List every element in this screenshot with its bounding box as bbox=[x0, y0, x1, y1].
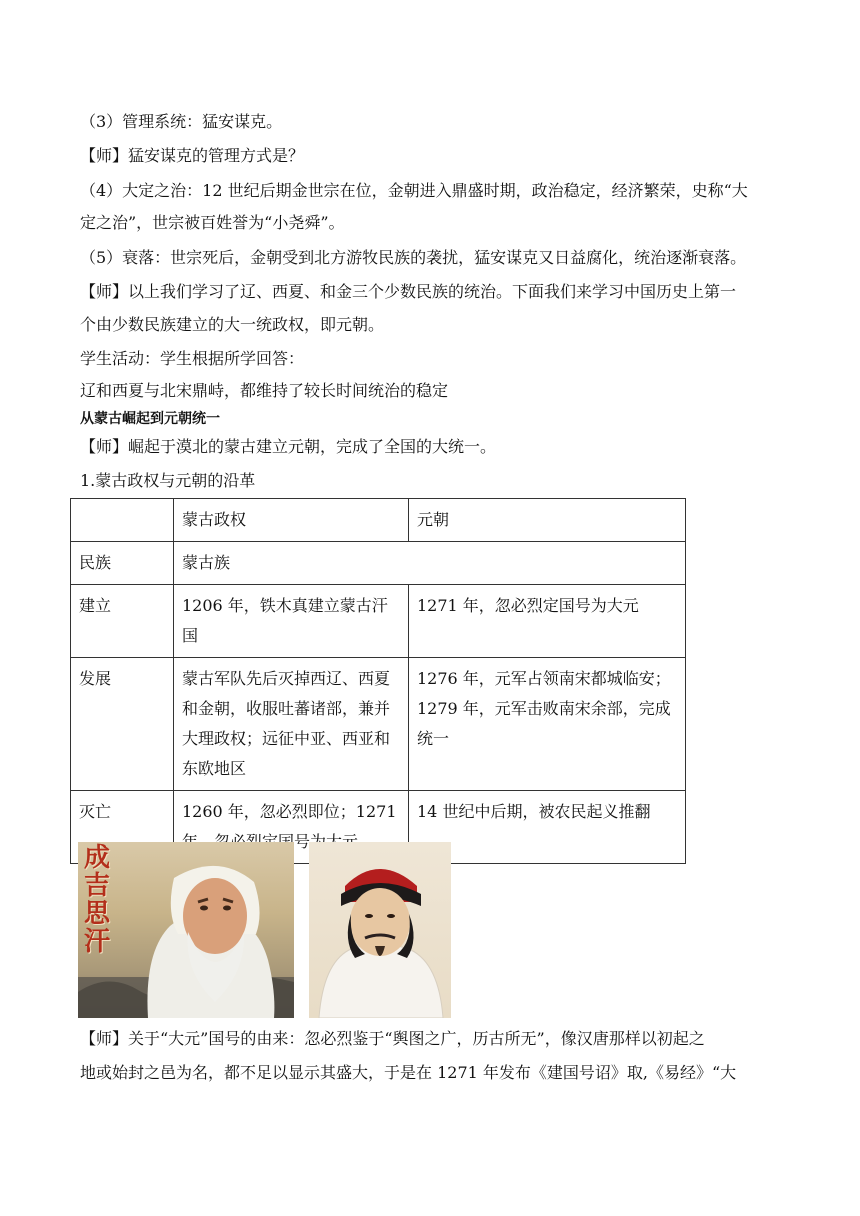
header-cell-mongol: 蒙古政权 bbox=[174, 499, 409, 542]
section-heading: 从蒙古崛起到元朝统一 bbox=[80, 411, 220, 427]
cell-yuan: 1271 年，忽必烈定国号为大元 bbox=[409, 585, 686, 658]
text-line-3: （4）大定之治：12 世纪后期金世宗在位，金朝进入鼎盛时期，政治稳定，经济繁荣，史称“大 bbox=[80, 181, 748, 200]
genghis-khan-portrait bbox=[78, 842, 294, 1018]
header-cell-yuan: 元朝 bbox=[409, 499, 686, 542]
table-row bbox=[71, 542, 686, 585]
kublai-khan-illustration bbox=[309, 842, 451, 1018]
text-line-1: （3）管理系统：猛安谋克。 bbox=[80, 112, 283, 131]
kublai-khan-portrait bbox=[309, 842, 451, 1018]
row-label: 灭亡 bbox=[71, 791, 174, 864]
row-label: 民族 bbox=[71, 542, 174, 585]
table-title: 1.蒙古政权与元朝的沿革 bbox=[80, 471, 256, 490]
portrait-caption: 成吉思汗 bbox=[83, 843, 110, 957]
text-line-5: （5）衰落：世宗死后，金朝受到北方游牧民族的袭扰，猛安谋克又日益腐化，统治逐渐衰落。 bbox=[80, 248, 747, 267]
cell-mongol: 蒙古军队先后灭掉西辽、西夏和金朝，收服吐蕃诸部，兼并大理政权；远征中亚、西亚和东欧地区 bbox=[174, 658, 409, 791]
text-line-8: 学生活动：学生根据所学回答： bbox=[80, 349, 305, 368]
text-line-9: 辽和西夏与北宋鼎峙，都维持了较长时间统治的稳定 bbox=[80, 381, 449, 400]
closing-line-1: 【师】关于“大元”国号的由来：忽必烈鉴于“舆图之广，历古所无”，像汉唐那样以初起之 bbox=[80, 1029, 705, 1048]
header-cell-empty bbox=[71, 499, 174, 542]
text-line-4: 定之治”，世宗被百姓誉为“小尧舜”。 bbox=[80, 213, 345, 232]
cell-mongol: 蒙古族 bbox=[174, 542, 686, 585]
text-line-2: 【师】猛安谋克的管理方式是？ bbox=[80, 146, 305, 165]
cell-mongol: 1260 年，忽必烈即位；1271 bbox=[174, 791, 409, 864]
teacher-line: 【师】崛起于漠北的蒙古建立元朝，完成了全国的大统一。 bbox=[80, 437, 497, 456]
closing-line-2: 地或始封之邑为名，都不足以显示其盛大，于是在 1271 年发布《建国号诏》取,《易经》“大 bbox=[80, 1063, 737, 1082]
table-row bbox=[71, 585, 686, 658]
cell-yuan: 14 世纪中后期，被农民起义推翻 bbox=[409, 791, 686, 864]
row-label: 建立 bbox=[71, 585, 174, 658]
table-header-row bbox=[71, 499, 686, 542]
table-row bbox=[71, 658, 686, 791]
cell-mongol: 1206 年，铁木真建立蒙古汗国 bbox=[174, 585, 409, 658]
row-label: 发展 bbox=[71, 658, 174, 791]
text-line-7: 个由少数民族建立的大一统政权，即元朝。 bbox=[80, 315, 385, 334]
history-table bbox=[70, 498, 686, 864]
text-line-6: 【师】以上我们学习了辽、西夏、和金三个少数民族的统治。下面我们来学习中国历史上第一 bbox=[80, 282, 737, 301]
cell-yuan: 1276 年，元军占领南宋都城临安；1279 年，元军击败南宋余部，完成统一 bbox=[409, 658, 686, 791]
